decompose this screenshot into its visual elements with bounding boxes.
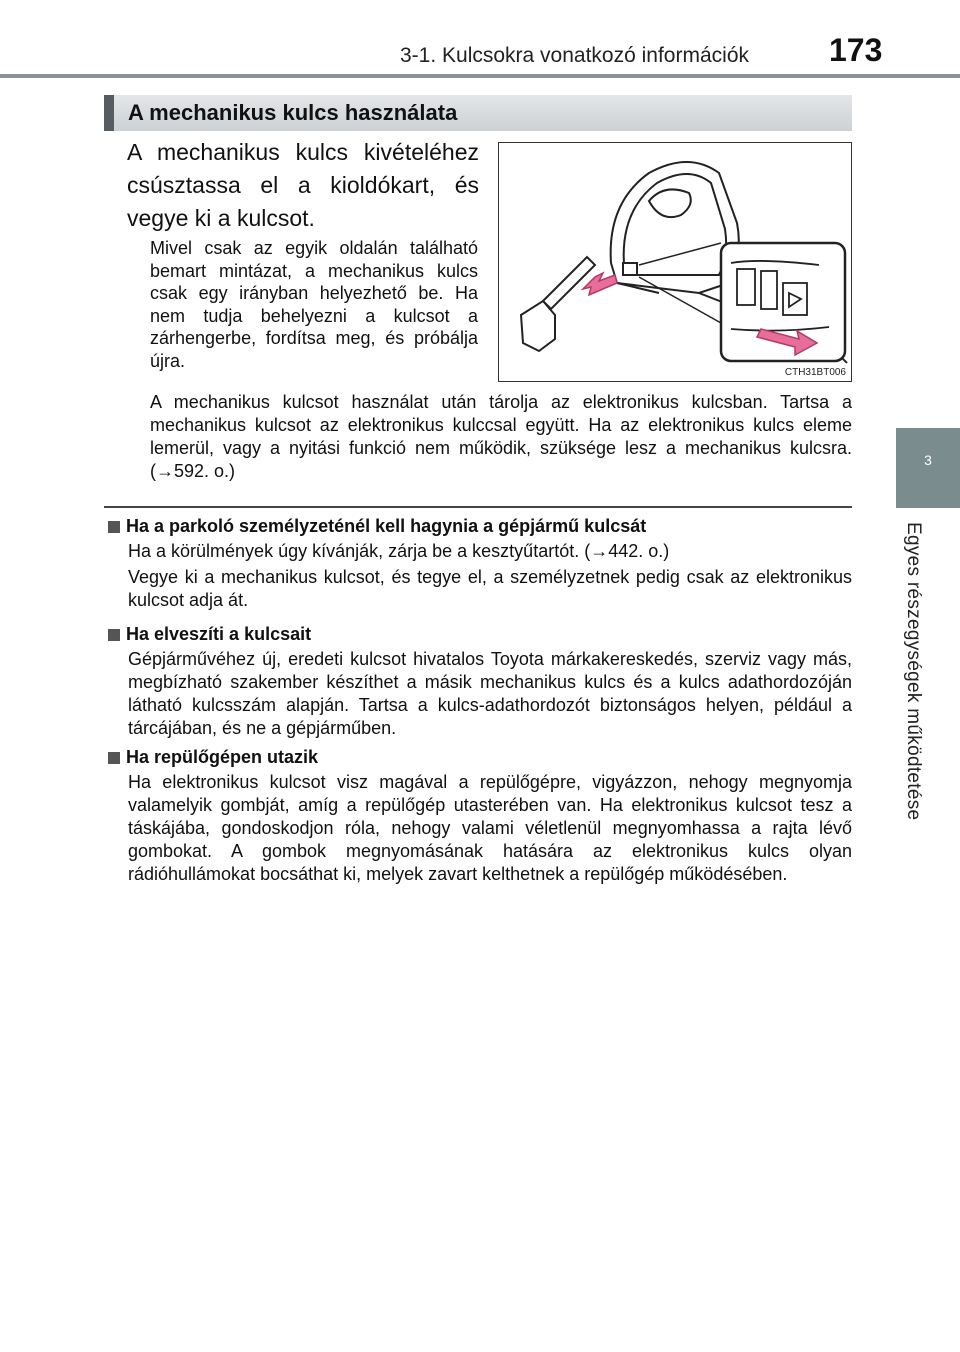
chapter-tab (896, 428, 960, 508)
paragraph: Gépjárművéhez új, eredeti kulcsot hivatalos Toyota márkakereskedés, szerviz vagy más, megbízható szakember készíthet a másik mechanikus kulcs és a kulcs adathordozóján látható kulcsszám alapján. Tartsa a kulcs-adathordozót biztonságos helyen, például a tárcájában, és ne a gépjárműben. (128, 649, 852, 738)
subsection-title (108, 516, 852, 537)
subsection-title (108, 747, 852, 768)
key-fob-drawing (499, 143, 851, 381)
section-divider (104, 506, 852, 508)
paragraph: Vegye ki a mechanikus kulcsot, és tegye el, a személyzetnek pedig csak az elektronikus kulcsot adja át. (128, 567, 852, 610)
section-heading (104, 95, 852, 131)
subsection-airplane (108, 747, 852, 886)
intro-paragraph: A mechanikus kulcs kivételéhez csúsztassa el a kioldókart, és vegye ki a kulcsot. (127, 139, 479, 231)
subsection-lost-keys (108, 624, 852, 740)
chapter-number: 3 (924, 452, 932, 468)
square-bullet-icon (108, 629, 120, 641)
running-header: 3-1. Kulcsokra vonatkozó információk (400, 44, 749, 67)
storage-note: A mechanikus kulcsot használat után tárolja az elektronikus kulcsban. Tartsa a mechanikus kulcsot az elektronikus kulccsal együtt. Ha az elektronikus kulcs eleme lemerül, vagy a nyitási funkció nem működik, szüksége lesz a mechanikus kulcsra. (→592. o.) (150, 392, 852, 481)
figure-code: CTH31BT006 (784, 367, 846, 378)
paragraph: Ha a körülmények úgy kívánják, zárja be a kesztyűtartót. (→442. o.) (128, 541, 670, 561)
section-title: A mechanikus kulcs használata (128, 100, 458, 125)
paragraph: Ha elektronikus kulcsot visz magával a repülőgépre, vigyázzon, nehogy megnyomja valamelyik gombját, amíg a repülőgép utasterében van. Ha elektronikus kulcsot tesz a táskájába, gondoskodjon róla, nehogy valami véletlenül megnyomhassa a rajta lévő gombokat. A gombok megnyomásának hatására az elektronikus kulcs olyan rádióhullámokat bocsáthat ki, melyek zavart kelthetnek a repülőgép működésében. (128, 772, 852, 884)
chapter-label: Egyes részegységek működtetése (903, 522, 924, 821)
note-paragraph: Mivel csak az egyik oldalán található bemart mintázat, a mechanikus kulcs csak egy irányban helyezhető be. Ha nem tudja behelyezni a kulcsot a zárhengerbe, fordítsa meg, és próbálja újra. (150, 238, 478, 371)
subsection-title-text: Ha elveszíti a kulcsait (126, 624, 312, 644)
header-rule (0, 74, 960, 78)
subsection-title-text: Ha a parkoló személyzeténél kell hagynia a gépjármű kulcsát (126, 516, 647, 536)
key-illustration (498, 142, 852, 382)
square-bullet-icon (108, 521, 120, 533)
subsection-title (108, 624, 852, 645)
subsection-valet (108, 516, 852, 612)
subsection-title-text: Ha repülőgépen utazik (126, 747, 319, 767)
page-number: 173 (829, 32, 883, 68)
square-bullet-icon (108, 752, 120, 764)
